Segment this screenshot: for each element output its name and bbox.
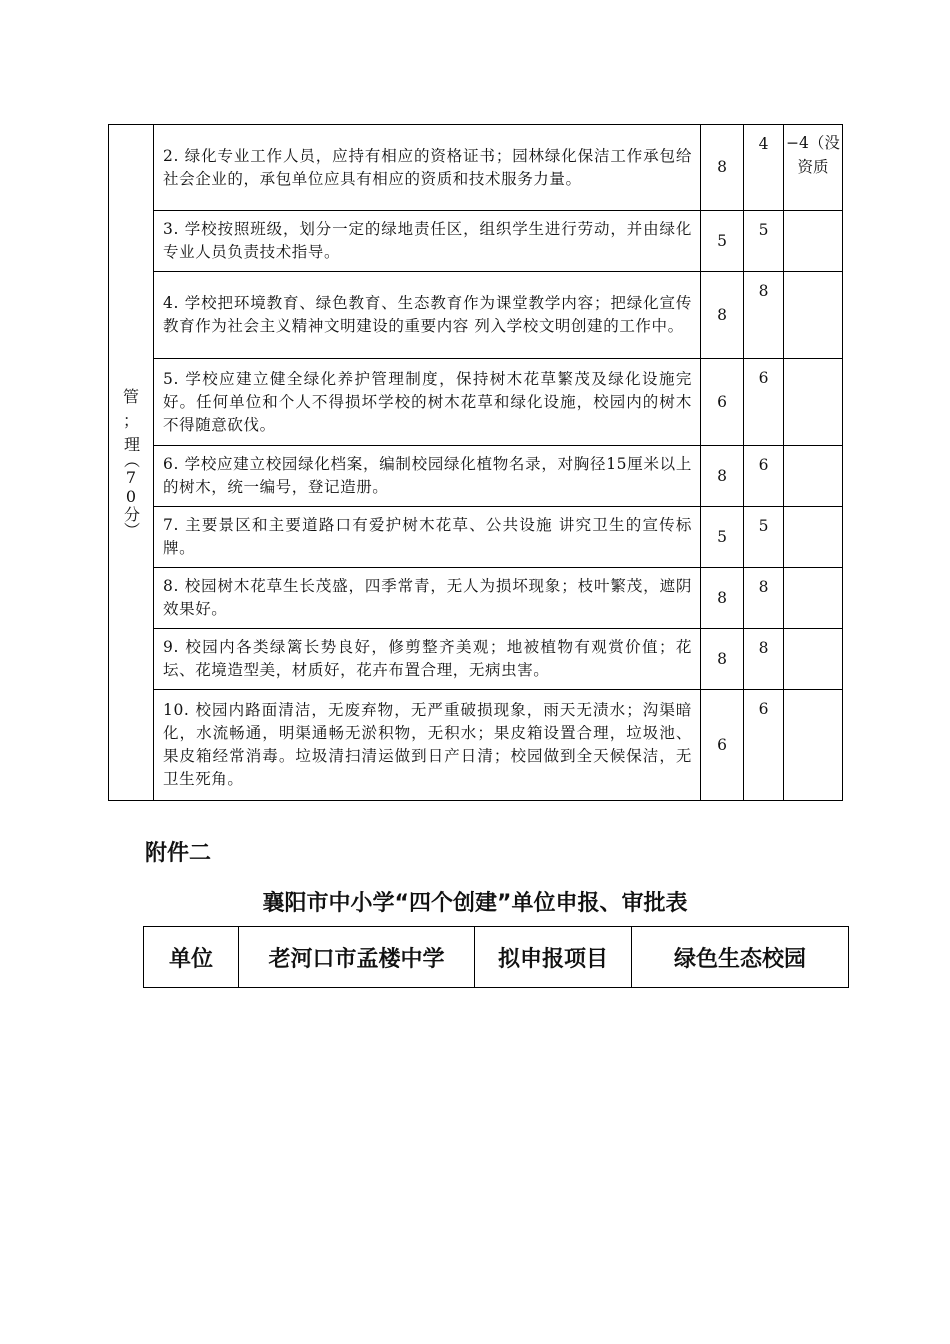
full-score: 6 — [701, 359, 744, 446]
criterion-text: 7. 主要景区和主要道路口有爱护树木花草、公共设施 讲究卫生的宣传标牌。 — [154, 507, 701, 568]
unit-label: 单位 — [144, 927, 239, 988]
deduction-note — [784, 446, 843, 507]
full-score: 5 — [701, 507, 744, 568]
actual-score: 6 — [744, 690, 784, 801]
table-row — [109, 446, 843, 507]
criterion-text: 9. 校园内各类绿篱长势良好，修剪整齐美观；地被植物有观赏价值；花坛、花境造型美，材质好，花卉布置合理，无病虫害。 — [154, 629, 701, 690]
deduction-note — [784, 359, 843, 446]
actual-score: 5 — [744, 507, 784, 568]
actual-score: 4 — [744, 125, 784, 211]
criterion-text: 4. 学校把环境教育、绿色教育、生态教育作为课堂教学内容；把绿化宣传教育作为社会主义精神文明建设的重要内容 列入学校文明创建的工作中。 — [154, 272, 701, 359]
full-score: 5 — [701, 211, 744, 272]
table-row — [109, 125, 843, 211]
category-line-2: ； — [122, 411, 139, 430]
criterion-text: 8. 校园树木花草生长茂盛，四季常青，无人为损坏现象；枝叶繁茂，遮阴效果好。 — [154, 568, 701, 629]
actual-score: 6 — [744, 446, 784, 507]
deduction-note — [784, 211, 843, 272]
criterion-text: 5. 学校应建立健全绿化养护管理制度，保持树木花草繁茂及绿化设施完好。任何单位和个人不得损坏学校的树木花草和绿化设施，校园内的树木不得随意砍伐。 — [154, 359, 701, 446]
full-score: 8 — [701, 125, 744, 211]
criterion-text: 3. 学校按照班级，划分一定的绿地责任区，组织学生进行劳动，并由绿化专业人员负责技术指导。 — [154, 211, 701, 272]
actual-score: 8 — [744, 272, 784, 359]
deduction-note — [784, 568, 843, 629]
table-row — [144, 927, 849, 988]
unit-value: 老河口市孟楼中学 — [239, 927, 475, 988]
actual-score: 8 — [744, 629, 784, 690]
category-line-3: 理（70分） — [121, 436, 141, 538]
category-cell — [109, 125, 154, 801]
table-row — [109, 629, 843, 690]
evaluation-table — [108, 124, 843, 801]
full-score: 8 — [701, 272, 744, 359]
table-row — [109, 359, 843, 446]
criterion-text: 6. 学校应建立校园绿化档案，编制校园绿化植物名录，对胸径15厘米以上的树木，统一编号，登记造册。 — [154, 446, 701, 507]
attachment-heading: 附件二 — [145, 841, 212, 866]
table-row — [109, 690, 843, 801]
full-score: 8 — [701, 568, 744, 629]
deduction-note — [784, 507, 843, 568]
application-form-table — [143, 926, 849, 988]
deduction-note — [784, 690, 843, 801]
criterion-text: 10. 校园内路面清洁，无废弃物，无严重破损现象，雨天无渍水；沟渠暗化，水流畅通，明渠通畅无淤积物，无积水；果皮箱设置合理，垃圾池、果皮箱经常消毒。垃圾清扫清运做到日产日清；校园做到全天候保洁，无卫生死角。 — [154, 690, 701, 801]
category-line-1: 管 — [122, 387, 139, 406]
project-value: 绿色生态校园 — [632, 927, 849, 988]
actual-score: 5 — [744, 211, 784, 272]
actual-score: 8 — [744, 568, 784, 629]
table-row — [109, 507, 843, 568]
full-score: 8 — [701, 446, 744, 507]
table-row — [109, 568, 843, 629]
table-row — [109, 211, 843, 272]
full-score: 6 — [701, 690, 744, 801]
deduction-note — [784, 272, 843, 359]
actual-score: 6 — [744, 359, 784, 446]
deduction-note — [784, 629, 843, 690]
deduction-note: −4（没资质 — [784, 125, 843, 211]
project-label: 拟申报项目 — [475, 927, 632, 988]
form-title: 襄阳市中小学“四个创建”单位申报、审批表 — [262, 891, 688, 916]
table-row — [109, 272, 843, 359]
full-score: 8 — [701, 629, 744, 690]
criterion-text: 2. 绿化专业工作人员，应持有相应的资格证书；园林绿化保洁工作承包给社会企业的，承包单位应具有相应的资质和技术服务力量。 — [154, 125, 701, 211]
